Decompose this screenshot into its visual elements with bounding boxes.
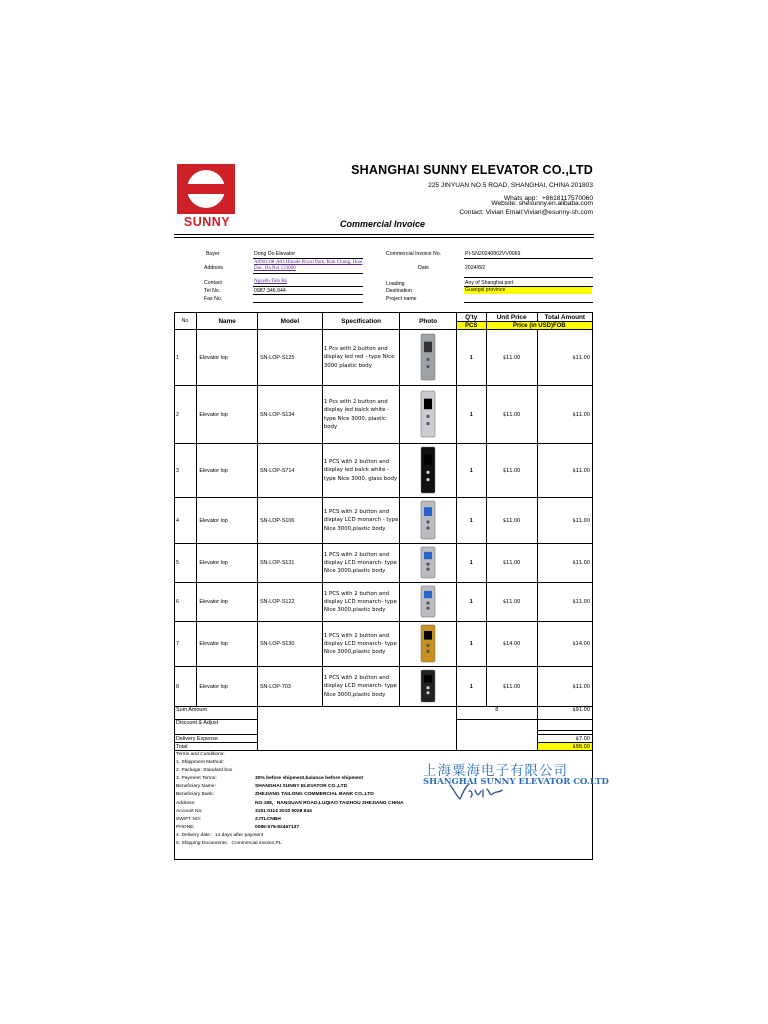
destination-value: Guangxi province bbox=[464, 287, 592, 294]
row-spec: 1 PCS with 2 button and display LCD monarch- type Nice 3000,plastic body bbox=[322, 622, 400, 667]
loading-label: Loading bbox=[386, 281, 405, 287]
total-label: Total bbox=[175, 743, 258, 751]
row-spec: 1 PCS with 2 button and display led balck white - type Nice 3000, glass body bbox=[322, 444, 400, 498]
terms-phone-row bbox=[176, 824, 592, 832]
buyer-underline bbox=[253, 258, 363, 259]
col-header-photo: Photo bbox=[400, 313, 456, 330]
elevator-panel-photo-icon bbox=[419, 669, 437, 703]
terms-swift-row bbox=[176, 816, 592, 824]
terms-section bbox=[175, 751, 609, 860]
company-contact: Contact: Vivian Email:Vivian@esunny-sh.com bbox=[459, 209, 593, 216]
phone-value: 0086-576-82467137 bbox=[255, 824, 300, 830]
project-label: Project name bbox=[386, 296, 417, 302]
company-logo bbox=[177, 164, 235, 214]
row-photo bbox=[400, 498, 456, 544]
date-value: 2024/8/2 bbox=[465, 265, 486, 271]
row-spec: 1 Pcs with 2 button and display led red - type Nice 3000 plastic body bbox=[322, 330, 400, 386]
company-website: Website: shesunny.en.alibaba.com bbox=[491, 200, 593, 207]
tel-value: 0987.346.944 bbox=[254, 288, 286, 294]
beneficiary-label: Beneficiary Name: bbox=[176, 784, 216, 790]
col-header-price-unit: Price (in USD)FOB bbox=[486, 322, 592, 330]
terms-shipment: 1. Shippment Method: bbox=[176, 760, 224, 766]
row-qty: 1 bbox=[456, 386, 486, 444]
row-name: Elevator lop bbox=[197, 330, 258, 386]
row-no: 1 bbox=[175, 330, 197, 386]
row-name: Elevator lop bbox=[197, 544, 258, 583]
row-no: 5 bbox=[175, 544, 197, 583]
col-header-spec: Specification bbox=[322, 313, 400, 330]
swift-label: SWIFT NO: bbox=[176, 816, 202, 822]
tel-underline bbox=[253, 294, 363, 295]
header-divider-2 bbox=[174, 237, 594, 238]
elevator-panel-photo-icon bbox=[419, 446, 437, 494]
terms-account-row bbox=[176, 808, 592, 816]
elevator-panel-photo-icon bbox=[419, 546, 437, 579]
payment-value: 30% before shipment,balance before shipment bbox=[255, 776, 364, 782]
row-total: $11.00 bbox=[537, 444, 592, 498]
delivery-blank bbox=[456, 735, 537, 743]
table-row bbox=[175, 544, 593, 583]
delivery-label: Delivery Expense bbox=[175, 735, 258, 743]
beneficiary-value: SHANGHAI SUNNY ELEVATOR CO.,LTD bbox=[255, 784, 348, 790]
row-spec: 1 Pcs with 2 button and display led balck white - type Nice 3000, plastic body bbox=[322, 386, 400, 444]
discount-value-cell bbox=[537, 720, 592, 735]
swift-value: ZJTLCNBH bbox=[255, 816, 281, 822]
invoice-underline bbox=[464, 258, 593, 259]
sum-total: $91.00 bbox=[537, 707, 592, 720]
row-unit-price: $14.00 bbox=[486, 622, 537, 667]
row-model: SN-LOP-S130 bbox=[257, 622, 322, 667]
terms-delivery-date: 4. Delivery date：14 days after payment bbox=[176, 832, 264, 838]
terms-bank-row bbox=[176, 791, 592, 799]
bank-address-label: Address: bbox=[176, 800, 196, 806]
row-no: 7 bbox=[175, 622, 197, 667]
row-model: SN-LOP-S714 bbox=[257, 444, 322, 498]
row-qty: 1 bbox=[456, 667, 486, 707]
row-model: SN-LOP-703 bbox=[257, 667, 322, 707]
fax-underline bbox=[253, 302, 363, 303]
row-unit-price: $11.00 bbox=[486, 667, 537, 707]
col-header-pcs: PCS bbox=[456, 322, 486, 330]
terms-documents: 5. Shipping Documents：Commercial invoice,PL bbox=[176, 841, 282, 847]
row-no: 6 bbox=[175, 583, 197, 622]
contact-label: Contact bbox=[204, 280, 222, 286]
row-total: $11.00 bbox=[537, 544, 592, 583]
terms-package: 2. Package: Standard box bbox=[176, 768, 233, 774]
discount-value bbox=[538, 723, 592, 731]
row-photo bbox=[400, 330, 456, 386]
row-no: 3 bbox=[175, 444, 197, 498]
col-header-qty: Q'ty bbox=[456, 313, 486, 322]
total-blank bbox=[456, 743, 537, 751]
address-underline bbox=[253, 273, 363, 274]
row-photo bbox=[400, 386, 456, 444]
row-unit-price: $11.00 bbox=[486, 498, 537, 544]
row-name: Elevator lop bbox=[197, 622, 258, 667]
table-row bbox=[175, 386, 593, 444]
total-value: $98.00 bbox=[537, 743, 592, 751]
payment-label: 3. Payment Terms: bbox=[176, 776, 217, 782]
row-unit-price: $11.00 bbox=[486, 444, 537, 498]
col-header-total: Total Amount bbox=[537, 313, 592, 322]
col-header-no: No. bbox=[175, 313, 197, 330]
row-total: $11.00 bbox=[537, 498, 592, 544]
row-spec: 1 PCS with 2 button and display LCD monarch- type Nice 3000,plastic body bbox=[322, 583, 400, 622]
delivery-value: $7.00 bbox=[537, 735, 592, 743]
row-name: Elevator lop bbox=[197, 667, 258, 707]
row-no: 4 bbox=[175, 498, 197, 544]
buyer-label: Buyer bbox=[206, 251, 220, 257]
row-total: $14.00 bbox=[537, 622, 592, 667]
row-unit-price: $11.00 bbox=[486, 330, 537, 386]
row-photo bbox=[400, 544, 456, 583]
elevator-panel-photo-icon bbox=[419, 333, 437, 381]
row-total: $11.00 bbox=[537, 386, 592, 444]
phone-label: PHONE: bbox=[176, 824, 195, 830]
row-model: SN-LOP-S122 bbox=[257, 583, 322, 622]
row-qty: 1 bbox=[456, 544, 486, 583]
row-qty: 1 bbox=[456, 622, 486, 667]
tel-label: Tel No. bbox=[204, 288, 221, 294]
company-name: SHANGHAI SUNNY ELEVATOR CO.,LTD bbox=[351, 163, 593, 177]
row-qty: 1 bbox=[456, 583, 486, 622]
company-whatsapp: Whats app：+8618117570060 bbox=[503, 195, 593, 202]
project-underline bbox=[464, 302, 593, 303]
row-total: $11.00 bbox=[537, 667, 592, 707]
col-header-model: Model bbox=[257, 313, 322, 330]
loading-value: Any of Shanghai port bbox=[465, 280, 514, 286]
company-stamp bbox=[423, 759, 609, 787]
row-qty: 1 bbox=[456, 330, 486, 386]
table-row bbox=[175, 444, 593, 498]
row-model: SN-LOP-S106 bbox=[257, 498, 322, 544]
row-no: 8 bbox=[175, 667, 197, 707]
row-name: Elevator lop bbox=[197, 444, 258, 498]
table-row bbox=[175, 498, 593, 544]
address-label: Address bbox=[204, 265, 224, 271]
date-underline bbox=[464, 277, 593, 278]
elevator-panel-photo-icon bbox=[419, 500, 437, 540]
discount-blank bbox=[456, 720, 537, 735]
logo-wordmark: SUNNY bbox=[183, 215, 231, 229]
destination-label: Destination bbox=[386, 288, 412, 294]
sum-qty: 8 bbox=[456, 707, 537, 720]
table-row bbox=[175, 330, 593, 386]
row-name: Elevator lop bbox=[197, 498, 258, 544]
row-spec: 1 PCS with 2 button and display LCD monarch- type Nice 3000,plastic body bbox=[322, 667, 400, 707]
account-label: Account No: bbox=[176, 808, 203, 814]
sum-blank bbox=[257, 707, 456, 751]
row-name: Elevator lop bbox=[197, 583, 258, 622]
table-row bbox=[175, 622, 593, 667]
stamp-english: SHANGHAI SUNNY ELEVATOR CO.LTD bbox=[423, 777, 609, 787]
row-model: SN-LOP-S125 bbox=[257, 330, 322, 386]
table-row bbox=[175, 667, 593, 707]
row-qty: 1 bbox=[456, 444, 486, 498]
row-model: SN-LOP-S134 bbox=[257, 386, 322, 444]
row-spec: 1 PCS with 2 button and display LCD monarch - type Nice 3000,plastic body bbox=[322, 498, 400, 544]
elevator-panel-photo-icon bbox=[419, 390, 437, 438]
col-header-name: Name bbox=[197, 313, 258, 330]
row-photo bbox=[400, 583, 456, 622]
bank-label: Beneficiary Bank: bbox=[176, 792, 215, 798]
bank-address-value: NO.188，NANGUAN ROAD,LUQIAO TAIZHOU ZHEJIANG CHINA bbox=[255, 800, 404, 806]
row-photo bbox=[400, 444, 456, 498]
row-unit-price: $11.00 bbox=[486, 583, 537, 622]
invoice-no-value: PI-SN20240802VV0069 bbox=[465, 251, 521, 257]
row-spec: 1 PCS with 2 button and display LCD monarch- type Nice 3000,plastic body bbox=[322, 544, 400, 583]
header-divider bbox=[174, 234, 594, 235]
stamp-chinese: 上海粟海电子有限公司 bbox=[423, 763, 568, 779]
terms-address-row bbox=[176, 800, 592, 808]
document-title: Commercial Invoice bbox=[340, 219, 426, 229]
date-label: Date bbox=[418, 265, 429, 271]
contact-value[interactable]: Nguyễn Tiến Bá bbox=[254, 279, 287, 284]
row-no: 2 bbox=[175, 386, 197, 444]
signature-icon bbox=[447, 781, 507, 803]
row-total: $11.00 bbox=[537, 330, 592, 386]
terms-heading: Terms and Conditions: bbox=[176, 752, 225, 757]
elevator-panel-photo-icon bbox=[419, 585, 437, 618]
address-value[interactable]: A0903-08-A03 Hinode Royal Park, Kim Chung, Hoai Duc, Ha Noi 123000 bbox=[254, 260, 363, 271]
bank-value: ZHEJIANG TAILONG COMMERCIAL BANK CO.,LTD bbox=[255, 792, 374, 798]
row-unit-price: $11.00 bbox=[486, 386, 537, 444]
invoice-no-label: Commercial Invoice No. bbox=[386, 251, 442, 257]
sum-amount-label: Sum Amount bbox=[175, 707, 258, 720]
discount-label: Discount & Adjust bbox=[175, 720, 258, 735]
row-total: $11.00 bbox=[537, 583, 592, 622]
items-table bbox=[174, 312, 609, 860]
row-qty: 1 bbox=[456, 498, 486, 544]
col-header-unit-price: Unit Price bbox=[486, 313, 537, 322]
sunny-logo-icon bbox=[177, 164, 235, 214]
contact-underline bbox=[253, 286, 363, 287]
row-model: SN-LOP-S131 bbox=[257, 544, 322, 583]
buyer-value: Dong Do Elevator bbox=[254, 251, 295, 257]
table-row bbox=[175, 583, 593, 622]
account-value: 3101 0114 2010 0028 644 bbox=[255, 808, 312, 814]
row-photo bbox=[400, 667, 456, 707]
company-address: 225 JINYUAN NO.5 ROAD, SHANGHAI, CHINA 201803 bbox=[428, 182, 593, 189]
fax-label: Fax No. bbox=[204, 296, 223, 302]
row-unit-price: $11.00 bbox=[486, 544, 537, 583]
elevator-panel-photo-icon bbox=[419, 624, 437, 663]
row-name: Elevator lop bbox=[197, 386, 258, 444]
row-photo bbox=[400, 622, 456, 667]
